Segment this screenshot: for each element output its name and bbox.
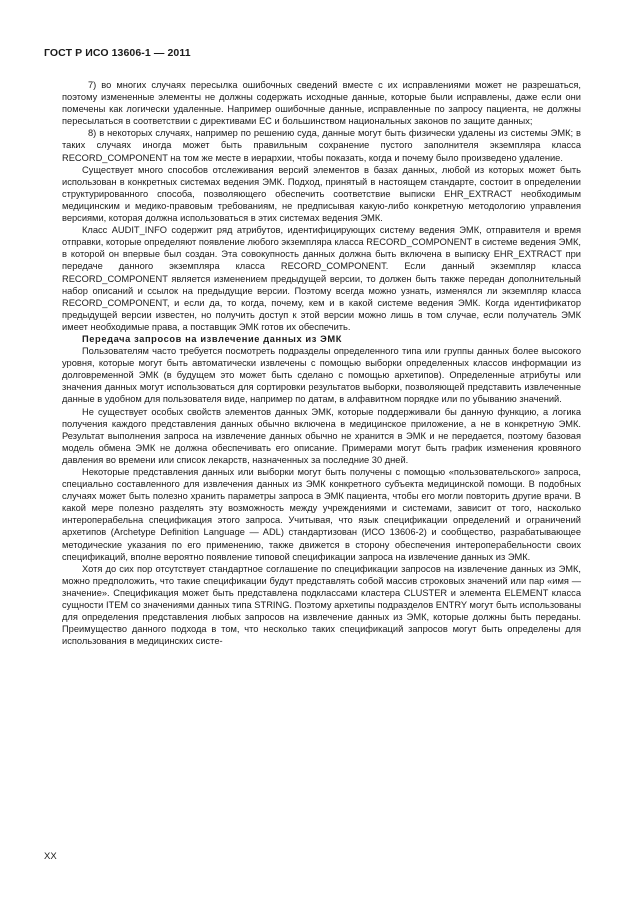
paragraph: Пользователям часто требуется посмотреть подразделы определенного типа или группы данных более высокого уровня, которые могут быть автоматически извлечены с помощью выборки определенных классов информации из долговременной ЭМК (в будущем это может быть сделано с помощью архетипов). Определенные атрибуты или значения данных могут использоваться для сортировки результатов выборки, позволяющей представить извлеченные данные в удобном для пользователя виде, например по датам, в алфавитном порядке или по убыванию значений. [62, 346, 581, 405]
paragraph: Хотя до сих пор отсутствует стандартное соглашение по спецификации запросов на извлечение данных из ЭМК, можно предположить, что такие спецификации будут представлять собой массив строковых значений или пар «имя — значение». Спецификация может быть представлена подклассами кластера CLUSTER и элемента ELEMENT класса сущности ITEM со значениями данных типа STRING. Поэтому архетипы подразделов ENTRY могут быть использованы для определения представления любых запросов на извлечение данных из ЭМК, которые должны быть переданы. Преимущество данного подхода в том, что несколько таких спецификаций запросов могут быть определены для использования в медицинских систе- [62, 563, 581, 647]
section-heading: Передача запросов на извлечение данных из ЭМК [82, 333, 342, 344]
paragraph-item-8: 8) в некоторых случаях, например по решению суда, данные могут быть физически удалены из системы ЭМК; в таких случаях иногда может быть правильным сохранение пустого заполнителя экземпляра класса RECORD_COMPONENT на том же месте в иерархии, чтобы показать, когда и почему было произведено удаление. [62, 128, 581, 163]
standard-header: ГОСТ Р ИСО 13606-1 — 2011 [44, 47, 191, 59]
paragraph: Класс AUDIT_INFO содержит ряд атрибутов, идентифицирующих систему ведения ЭМК, отправителя и время отправки, которые определяют появление любого экземпляра класса RECORD_COMPONENT в системе ведения ЭМК, в которой он впервые был создан. Эта совокупность данных должна быть включена в выписку EHR_EXTRACT при передаче данного экземпляра класса RECORD_COMPONENT. Если данный экземпляр класса RECORD_COMPONENT является изменением предыдущей версии, то должен быть также передан дополнительный набор описаний и ссылок на предыдущие версии. Поэтому всегда можно узнать, изменялся ли экземпляр класса RECORD_COMPONENT, и если да, то когда, почему, кем и в какой системе ведения ЭМК. Когда идентификатор предыдущей версии известен, но получить доступ к этой версии можно лишь в том случае, если получатель ЭМК имеет необходимые права, а поставщик ЭМК готов их обеспечить. [62, 225, 581, 332]
paragraph: Не существует особых свойств элементов данных ЭМК, которые поддерживали бы данную функцию, а логика получения каждого представления данных обычно включена в медицинское приложение, а не в конкретную ЭМК. Результат выполнения запроса на извлечение данных обычно не хранится в ЭМК и не передается, поэтому базовая модель обмена ЭМК не должна обеспечивать его описание. Примерами могут быть график изменения кровяного давления во времени или список лекарств, назначенных за последние 30 дней. [62, 406, 581, 465]
paragraph: Существует много способов отслеживания версий элементов в базах данных, любой из которых может быть использован в конкретных системах ведения ЭМК. Подход, принятый в настоящем стандарте, состоит в определении структурированного способа, позволяющего обеспечить соответствие выписки EHR_EXTRACT необходимым медицинским и медико-правовым требованиям, не предписывая какую-либо конкретную методологию управления версиями, которая должна использоваться в этих системах ведения ЭМК. [62, 164, 581, 224]
page-number: XX [44, 851, 57, 862]
paragraph: Некоторые представления данных или выборки могут быть получены с помощью «пользовательского» запроса, специально составленного для извлечения данных из ЭМК конкретного субъекта медицинской помощи. В подобных случаях может быть полезно хранить параметры запроса в ЭМК пациента, чтобы его могли повторить другие врачи. В какой мере полезно разделять эту возможность между учреждениями и системами, зависит от того, насколько интероперабельна спецификация этого запроса. Учитывая, что язык спецификации определений и ограничений архетипов (Archetype Definition Language — ADL) стандартизован (ИСО 13606-2) и сообщество, разрабатывающее методические указания по его применению, также движется в сторону обеспечения интероперабельности своих спецификаций, вполне вероятно появление типовой спецификации запроса на извлечение данных из ЭМК. [62, 467, 581, 562]
document-body [62, 79, 581, 647]
paragraph-item-7: 7) во многих случаях пересылка ошибочных сведений вместе с их исправлениями может не разрешаться, поэтому измененные элементы не должны содержать исходные данные, которые были исправлены, даже если они помечены как логически удаленные. Например ошибочные данные, исправленные по запросу пациента, не должны пересылаться в соответствии с директивами ЕС и большинством национальных законов по защите данных; [62, 80, 581, 127]
